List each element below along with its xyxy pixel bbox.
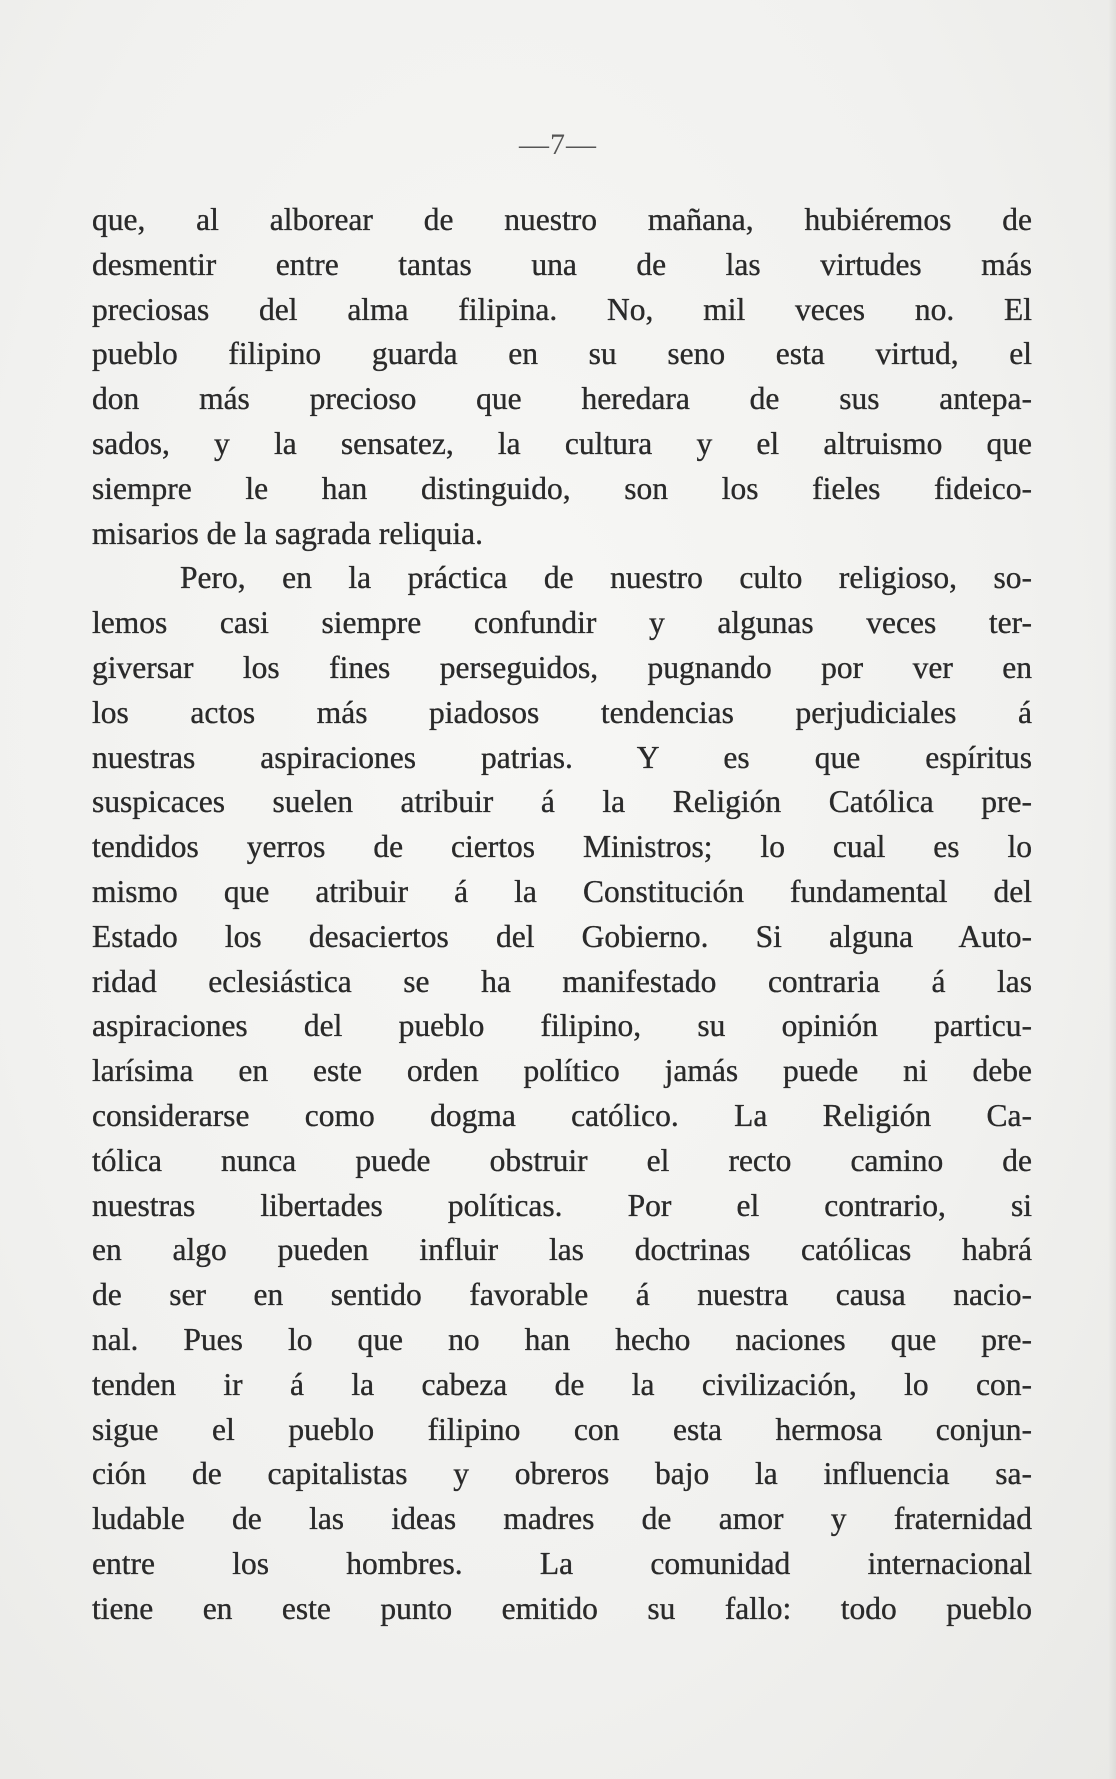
body-text [92,198,1032,1632]
paragraph-1 [92,198,1032,556]
text-line: ridad eclesiástica se ha manifestado contraria á las [92,963,1032,999]
text-line: de ser en sentido favorable á nuestra causa nacio- [92,1277,1032,1313]
text-line-last: misarios de la sagrada reliquia. [92,515,483,551]
text-line-first: Pero, en la práctica de nuestro culto religioso, so- [180,560,1032,596]
text-line: en algo pueden influir las doctrinas católicas habrá [92,1232,1032,1268]
scan-shadow-edge [1108,0,1116,1779]
text-line: ludable de las ideas madres de amor y fraternidad [92,1501,1032,1537]
text-line: sigue el pueblo filipino con esta hermosa conjun- [92,1411,1032,1447]
text-line: aspiraciones del pueblo filipino, su opinión particu- [92,1008,1032,1044]
text-line: nuestras libertades políticas. Por el contrario, si [92,1187,1032,1223]
text-line: nal. Pues lo que no han hecho naciones que pre- [92,1321,1032,1357]
text-line: los actos más piadosos tendencias perjudiciales á [92,694,1032,730]
text-line: larísima en este orden político jamás puede ni debe [92,1053,1032,1089]
text-line: sados, y la sensatez, la cultura y el altruismo que [92,425,1032,461]
paragraph-2 [92,556,1032,1631]
text-line: que, al alborear de nuestro mañana, hubiéremos de [92,202,1032,237]
text-line: nuestras aspiraciones patrias. Y es que espíritus [92,739,1032,775]
text-line: tiene en este punto emitido su fallo: todo pueblo [92,1590,1032,1626]
text-line: preciosas del alma filipina. No, mil veces no. El [92,291,1032,327]
text-line: tenden ir á la cabeza de la civilización, lo con- [92,1366,1032,1402]
text-line: lemos casi siempre confundir y algunas veces ter- [92,605,1032,641]
text-line: don más precioso que heredara de sus antepa- [92,381,1032,417]
text-line: tendidos yerros de ciertos Ministros; lo cual es lo [92,829,1032,865]
text-line: giversar los fines perseguidos, pugnando por ver en [92,649,1032,685]
text-line: suspicaces suelen atribuir á la Religión Católica pre- [92,784,1032,820]
text-line: desmentir entre tantas una de las virtudes más [92,246,1032,282]
text-line: ción de capitalistas y obreros bajo la influencia sa- [92,1456,1032,1492]
text-line: pueblo filipino guarda en su seno esta virtud, el [92,336,1032,372]
text-line: Estado los desaciertos del Gobierno. Si alguna Auto- [92,918,1032,954]
text-line: tólica nunca puede obstruir el recto camino de [92,1142,1032,1178]
text-line: siempre le han distinguido, son los fieles fideico- [92,470,1032,506]
text-line: entre los hombres. La comunidad internacional [92,1545,1032,1581]
text-line: considerarse como dogma católico. La Religión Ca- [92,1097,1032,1133]
text-line: mismo que atribuir á la Constitución fundamental del [92,873,1032,909]
page-number: —7— [519,128,597,161]
